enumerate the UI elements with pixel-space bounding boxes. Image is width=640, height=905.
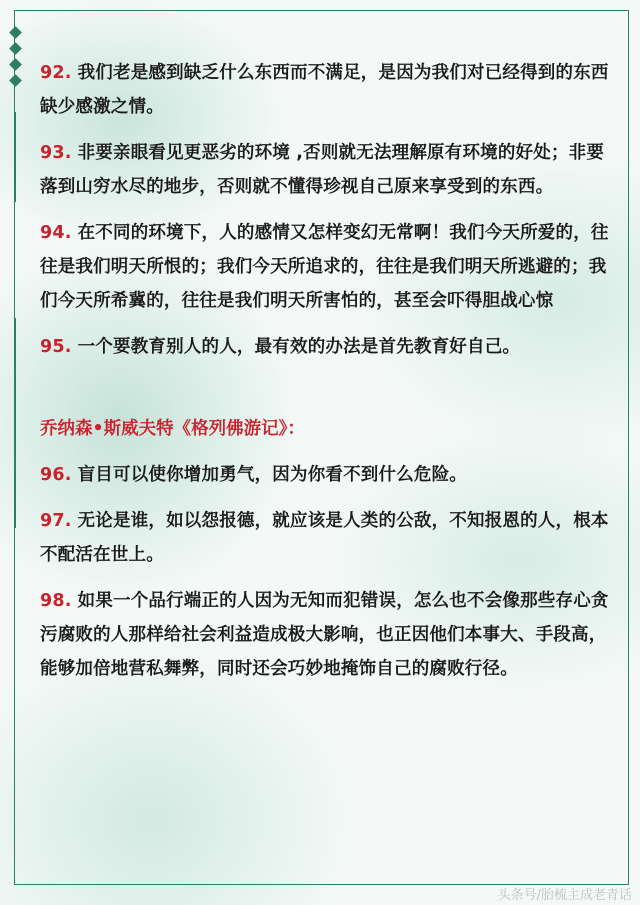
- quote-item: [40, 584, 610, 686]
- diamond-ornament: [9, 28, 23, 85]
- quote-item: [40, 330, 610, 364]
- source-heading: 乔纳森•斯威夫特《格列佛游记》：: [40, 419, 305, 439]
- quote-number: 94.: [40, 223, 72, 243]
- quote-number: 97.: [40, 511, 72, 531]
- quote-item: [40, 458, 610, 492]
- quote-text: 我们老是感到缺乏什么东西而不满足，是因为我们对已经得到的东西缺少感激之情。: [40, 63, 609, 117]
- diamond-icon: [9, 58, 22, 71]
- quote-number: 95.: [40, 337, 72, 357]
- quote-text: 盲目可以使你增加勇气，因为你看不到什么危险。: [77, 465, 468, 485]
- diamond-icon: [9, 26, 22, 39]
- diamond-icon: [9, 42, 22, 55]
- quote-text: 如果一个品行端正的人因为无知而犯错误，怎么也不会像那些存心贪污腐败的人那样给社会利益造成极大影响，也正因他们本事大、手段高，能够加倍地营私舞弊，同时还会巧妙地掩饰自己的腐败行径。: [40, 591, 609, 679]
- quote-number: 98.: [40, 591, 72, 611]
- quote-number: 96.: [40, 465, 72, 485]
- quote-text: 非要亲眼看见更恶劣的环境 ,否则就无法理解原有环境的好处；非要落到山穷水尽的地步，否则就不懂得珍视自己原来享受到的东西。: [40, 143, 605, 197]
- quote-number: 92.: [40, 63, 72, 83]
- quote-item: [40, 136, 610, 204]
- quote-item: [40, 56, 610, 124]
- quote-item: [40, 216, 610, 318]
- watermark-text: 头条号/胎梳主成老青话: [497, 888, 632, 903]
- quote-text: 在不同的环境下，人的感情又怎样变幻无常啊！我们今天所爱的，往往是我们明天所恨的；我们今天所追求的，往往是我们明天所逃避的；我们今天所希冀的，往往是我们明天所害怕的，甚至会吓得胆战心惊: [40, 223, 609, 311]
- quote-list: [40, 56, 610, 698]
- quote-text: 一个要教育别人的人，最有效的办法是首先教育好自己。: [77, 337, 521, 357]
- side-accent-line: [14, 112, 16, 202]
- quote-number: 93.: [40, 143, 72, 163]
- side-accent-line: [14, 318, 16, 528]
- diamond-icon: [9, 74, 22, 87]
- quote-item: [40, 504, 610, 572]
- quote-text: 无论是谁，如以怨报德，就应该是人类的公敌，不知报恩的人，根本不配活在世上。: [40, 511, 609, 565]
